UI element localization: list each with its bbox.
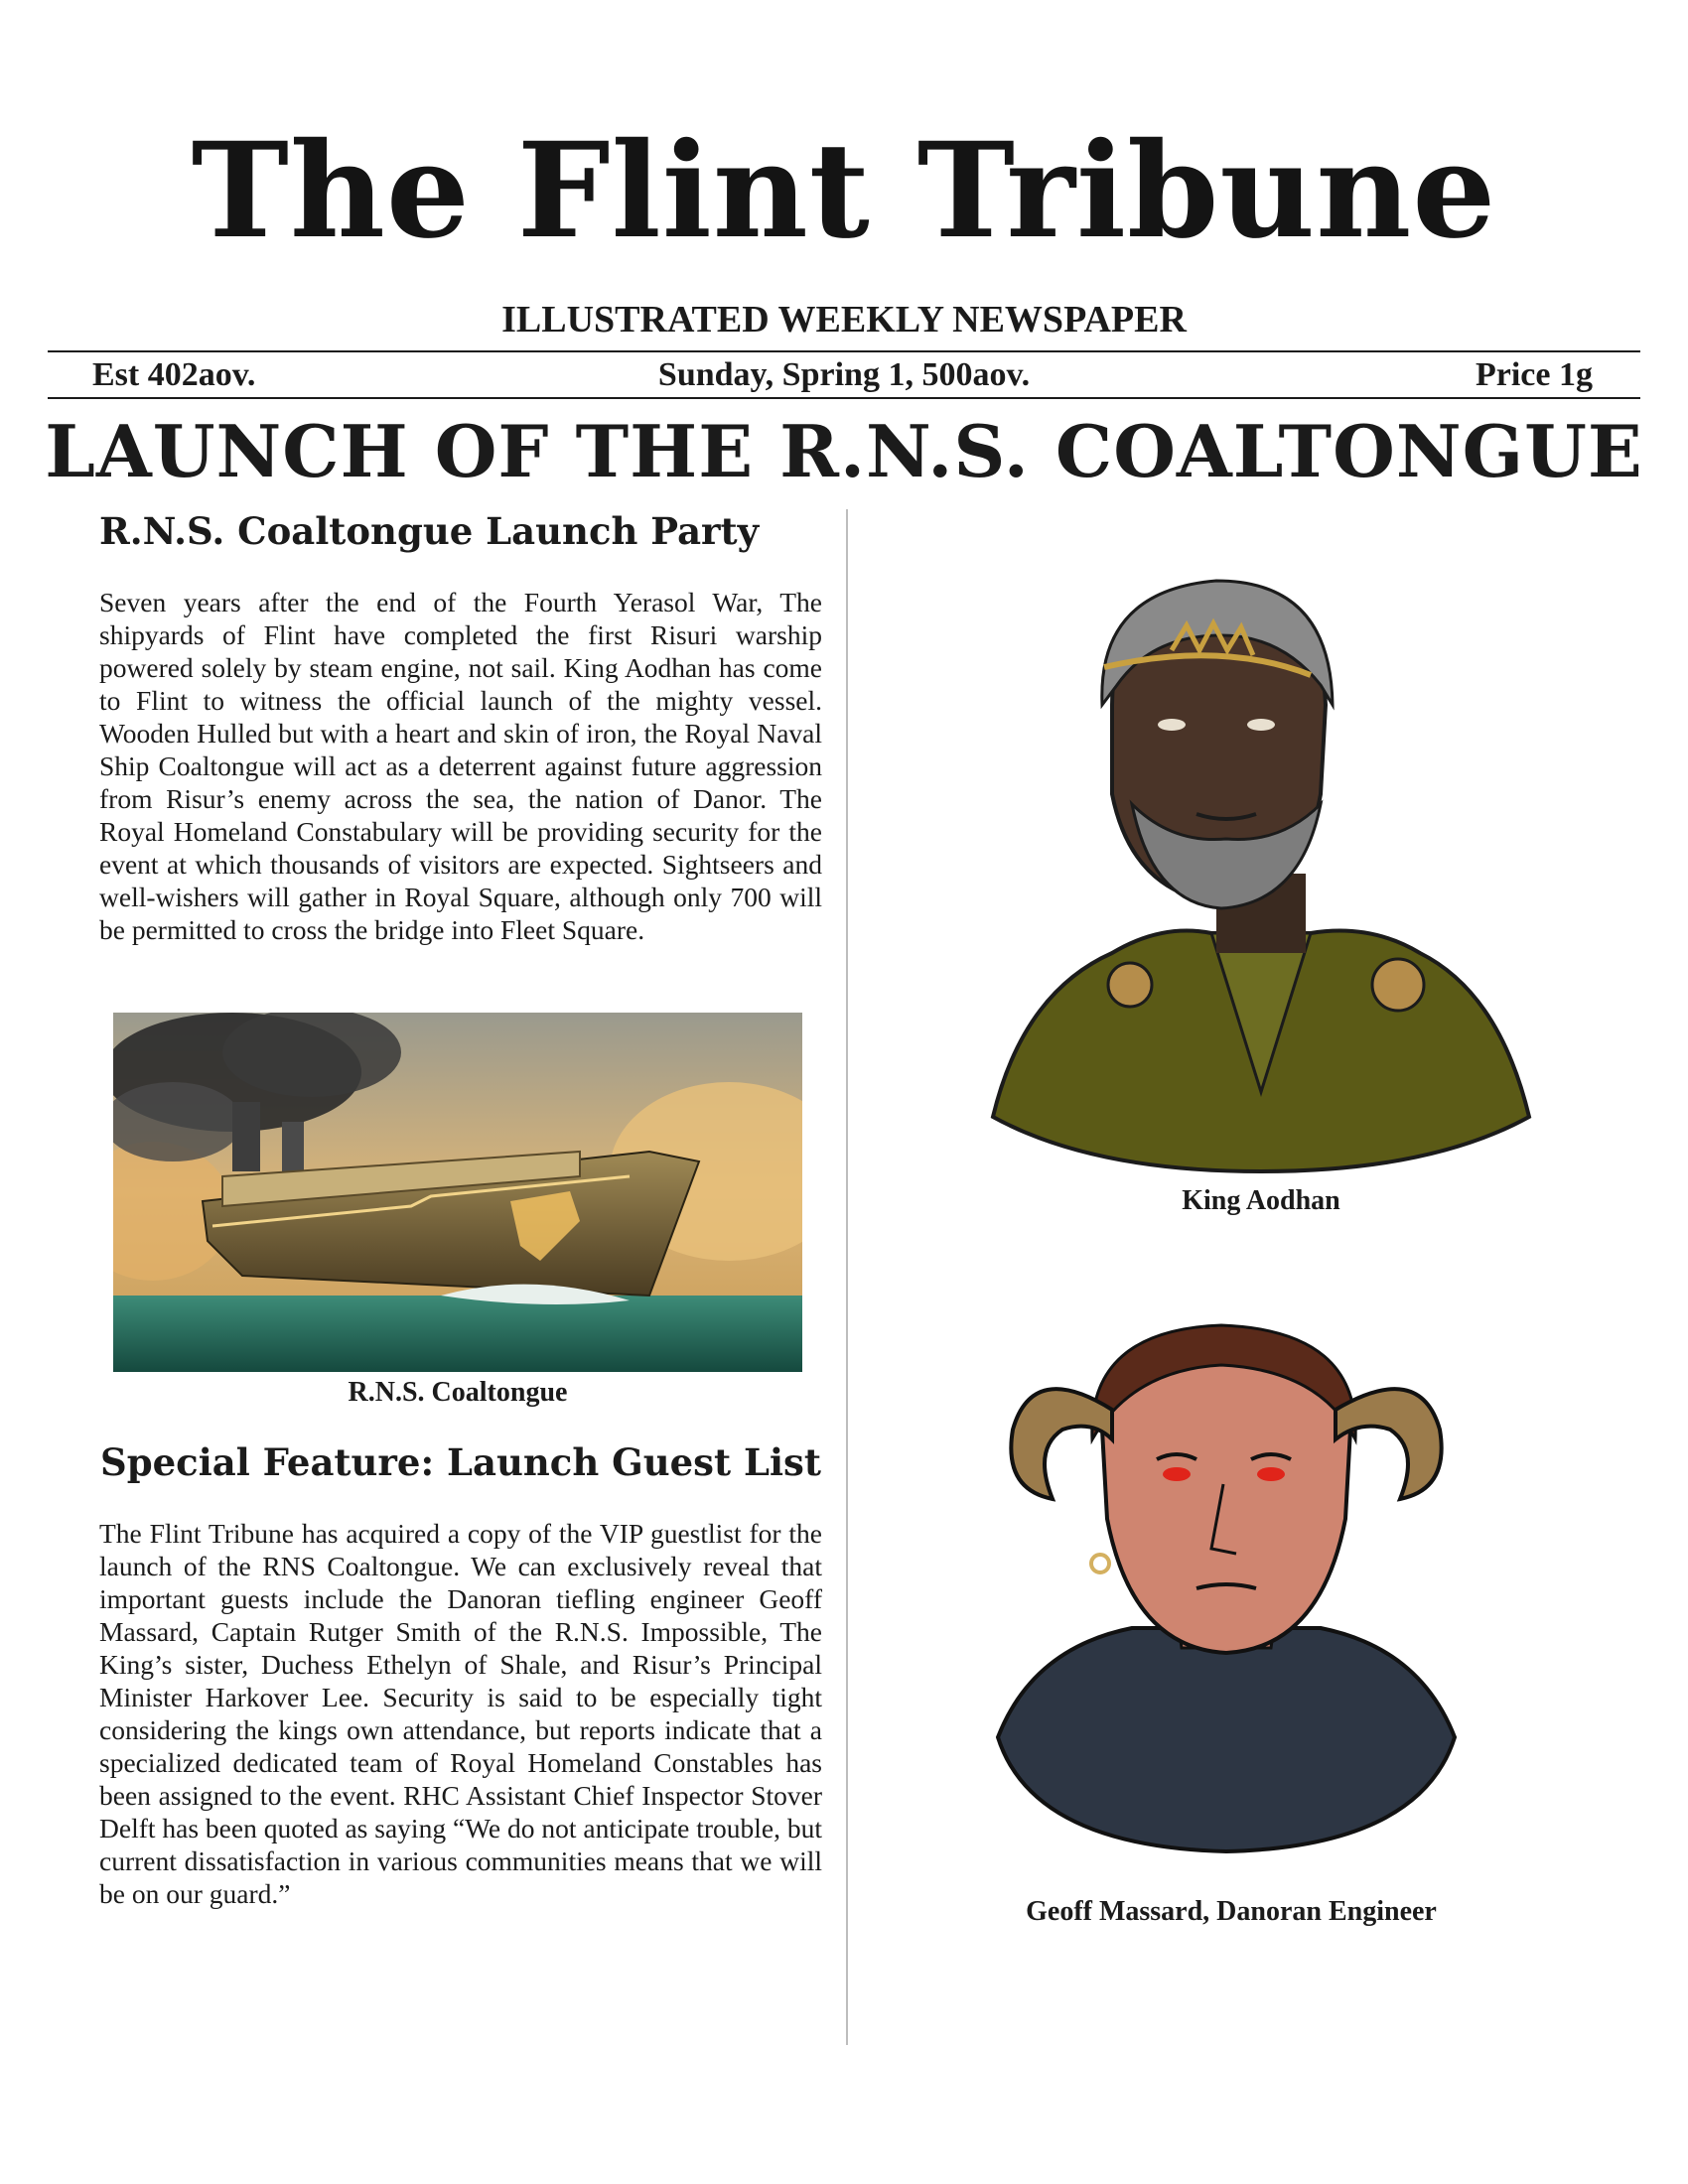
king-caption: King Aodhan bbox=[1182, 1185, 1340, 1216]
top-rule bbox=[48, 350, 1640, 352]
bottom-rule bbox=[48, 397, 1640, 399]
article-heading-launch-party: R.N.S. Coaltongue Launch Party bbox=[99, 509, 760, 553]
issue-date: Sunday, Spring 1, 500aov. bbox=[657, 356, 1031, 393]
geoff-massard-portrait bbox=[993, 1320, 1460, 1856]
article-body-guest-list: The Flint Tribune has acquired a copy of the VIP guestlist for the launch of the RNS Coaltongue. We can exclusively reveal that important guests include the Danoran tiefling engineer Geoff Massard, Captain Rutger Smith of the R.N.S. Impossible, The King’s sister, Duchess Ethelyn of Shale, and Risur’s Principal Minister Harkover Lee. Security is said to be especially tight considering the kings own attendance, but reports indicate that a specialized dedicated team of Royal Homeland Constables has been assigned to the event. RHC Assistant Chief Inspector Stover Delft has been quoted as saying “We do not anticipate trouble, but current dissatisfaction in various communities means that we will be on our guard.” bbox=[99, 1518, 822, 1909]
engineer-caption: Geoff Massard, Danoran Engineer bbox=[1026, 1896, 1437, 1927]
column-divider bbox=[846, 509, 848, 2045]
established-label: Est 402aov. bbox=[92, 356, 256, 393]
newspaper-subtitle: ILLUSTRATED WEEKLY NEWSPAPER bbox=[501, 299, 1187, 341]
king-aodhan-portrait bbox=[983, 576, 1539, 1176]
article-body-launch-party: Seven years after the end of the Fourth Yerasol War, The shipyards of Flint have completed the first Risuri warship powered solely by steam engine, not sail. King Aodhan has come to Flint to witness the official launch of the mighty vessel. Wooden Hulled but with a heart and skin of iron, the Royal Naval Ship Coaltongue will act as a deterrent against future aggression from Risur’s enemy across the sea, the nation of Danor. The Royal Homeland Constabulary will be providing security for the event at which thousands of visitors are expected. Sightseers and well-wishers will gather in Royal Square, although only 700 will be permitted to cross the bridge into Fleet Square. bbox=[99, 587, 822, 945]
article-heading-guest-list: Special Feature: Launch Guest List bbox=[100, 1440, 821, 1484]
ship-caption: R.N.S. Coaltongue bbox=[348, 1377, 568, 1408]
ship-illustration bbox=[113, 1013, 802, 1372]
price-label: Price 1g bbox=[1476, 356, 1593, 393]
dateline bbox=[48, 353, 1640, 397]
newspaper-title: The Flint Tribune bbox=[191, 114, 1497, 268]
page-headline: LAUNCH OF THE R.N.S. COALTONGUE bbox=[45, 409, 1643, 493]
